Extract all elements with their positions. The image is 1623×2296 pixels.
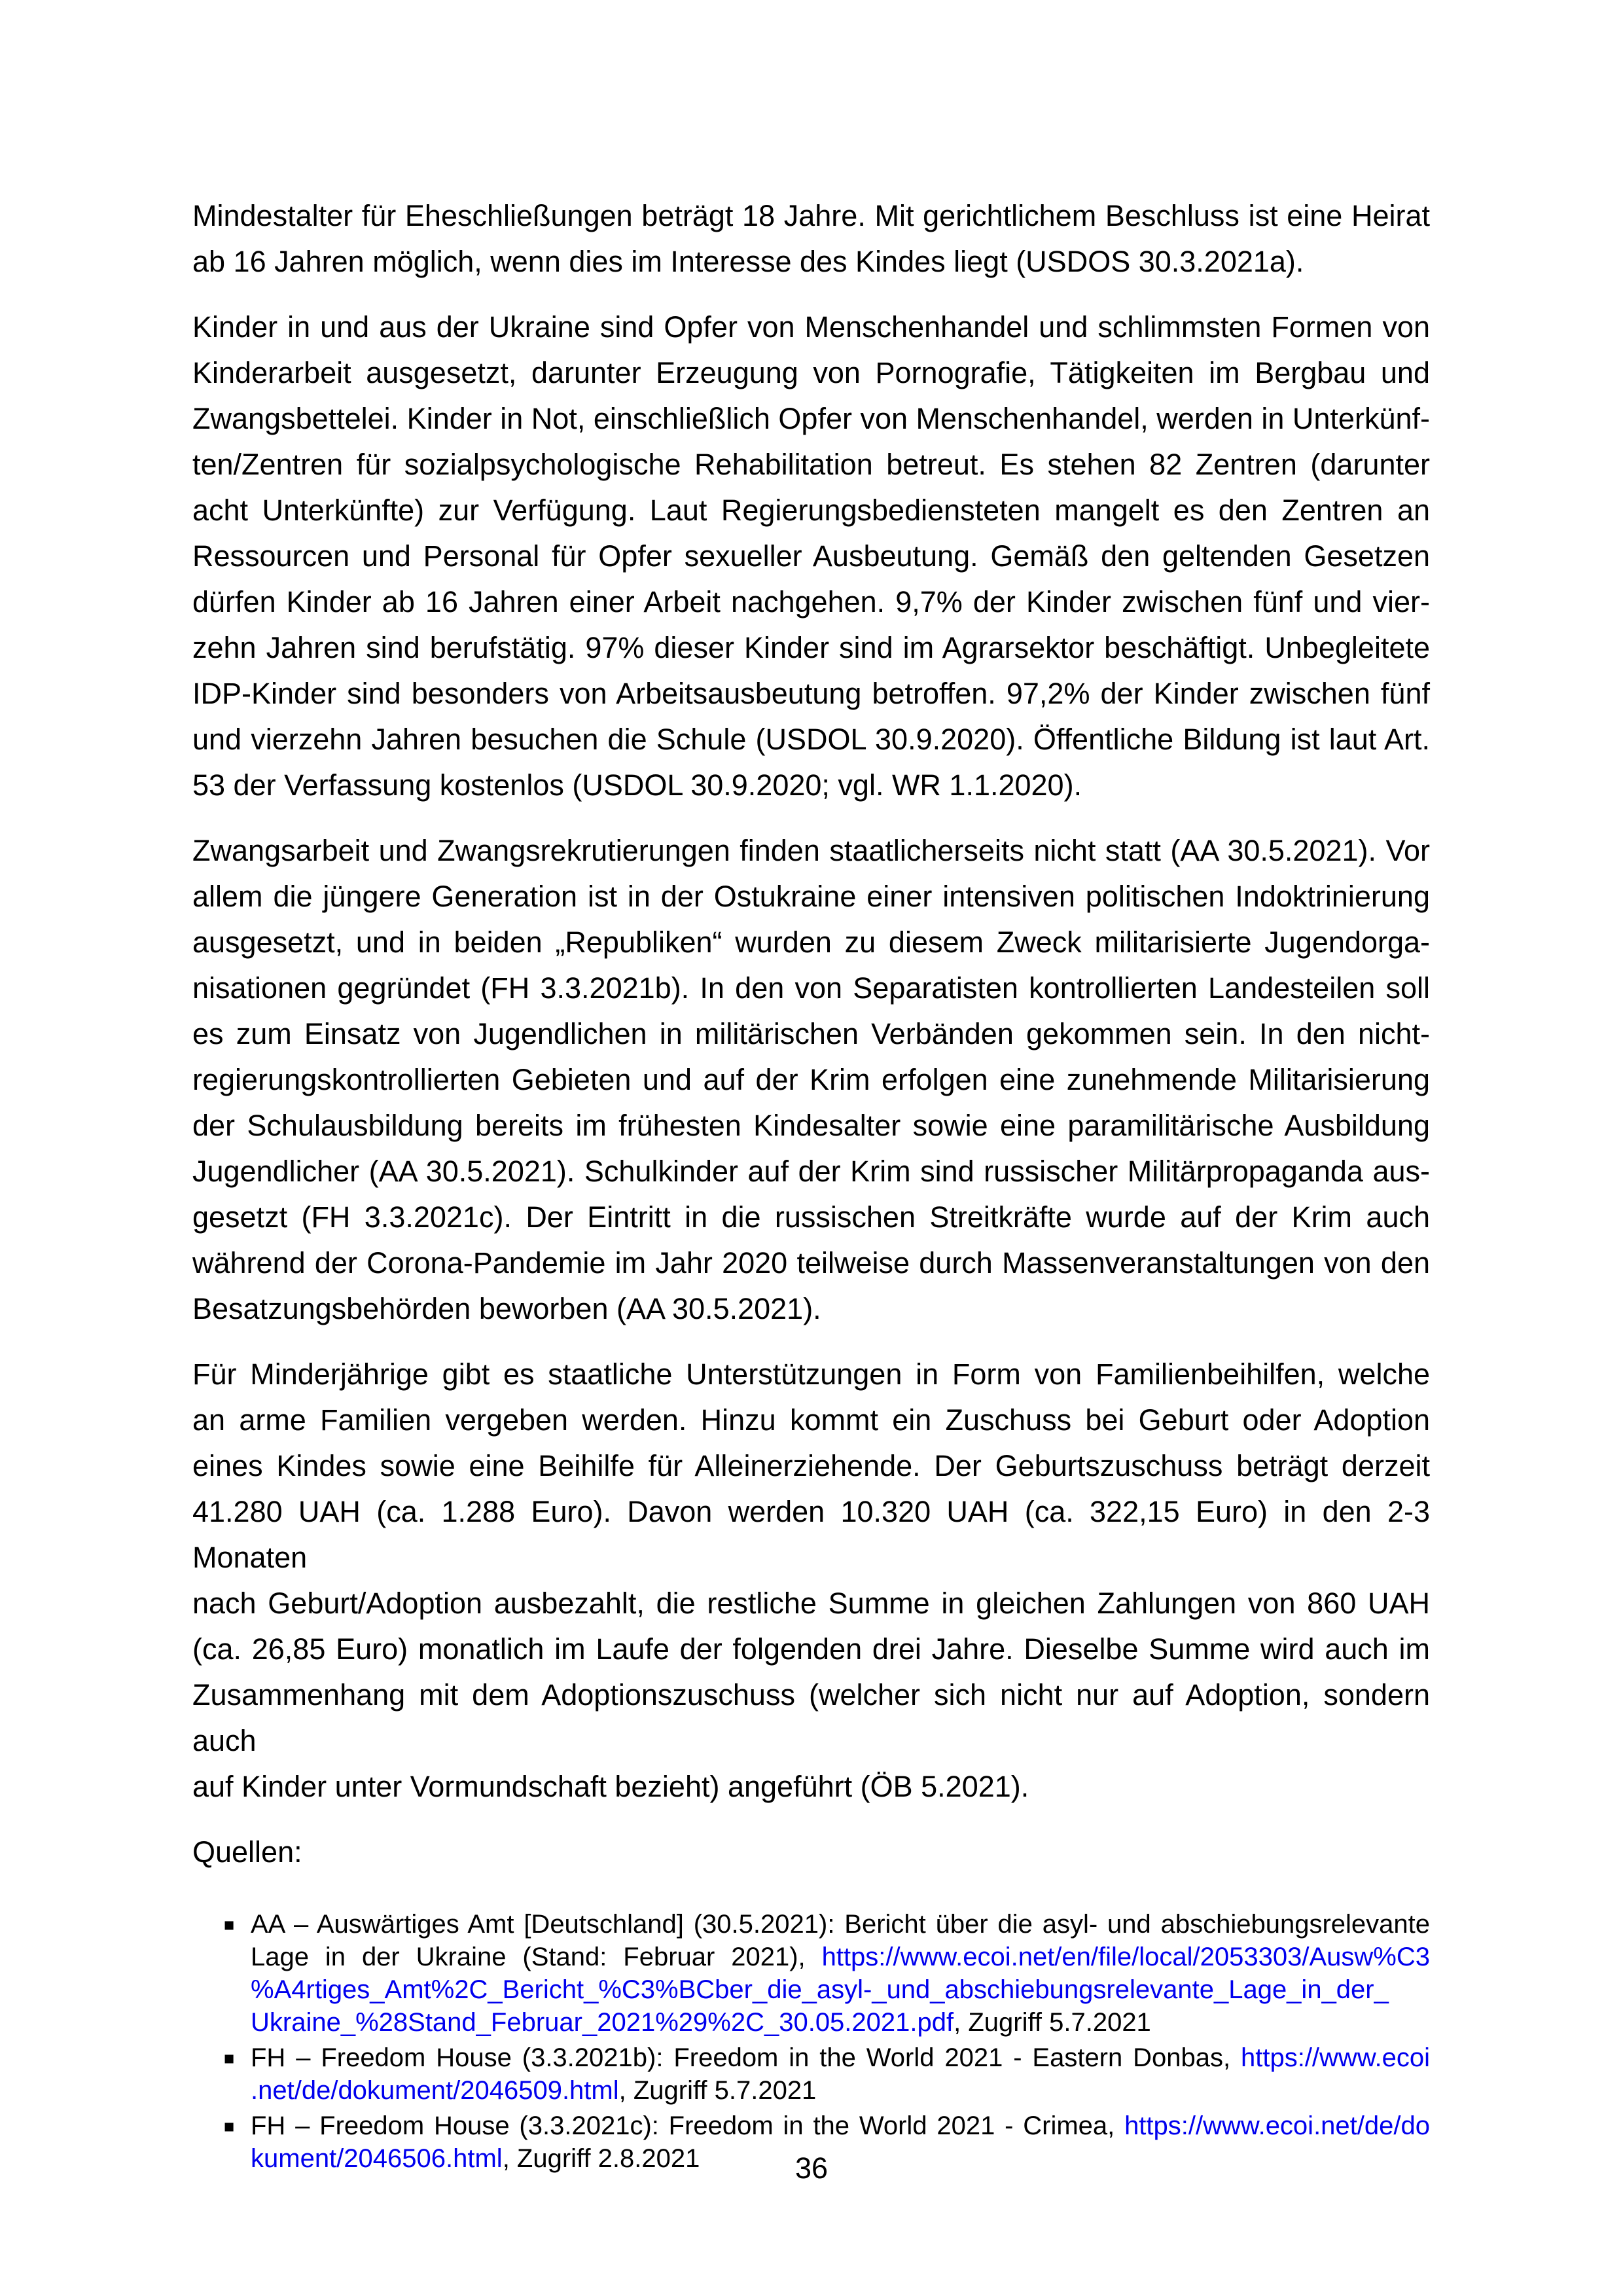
source-line: [251, 1941, 1430, 1973]
text-line: ab 16 Jahren möglich, wenn dies im Interesse des Kindes liegt (USDOS 30.3.2021a).: [192, 245, 1304, 278]
text-line: 41.280 UAH (ca. 1.288 Euro). Davon werden 10.320 UAH (ca. 322,15 Euro) in den 2-3 Monaten: [192, 1495, 1430, 1574]
text-line: während der Corona-Pandemie im Jahr 2020 teilweise durch Massenveranstaltungen von den: [192, 1246, 1430, 1280]
text-line: Kinder in und aus der Ukraine sind Opfer von Menschenhandel und schlimmsten Formen von: [192, 310, 1430, 344]
source-text-segment: , Zugriff 2.8.2021: [502, 2144, 700, 2173]
source-link[interactable]: kument/2046506.html: [251, 2144, 503, 2173]
source-text-segment: , Zugriff 5.7.2021: [954, 2008, 1151, 2037]
source-line: [251, 1908, 1430, 1941]
source-link[interactable]: %A4rtiges_Amt%2C_Bericht_%C3%BCber_die_asyl-_und_abschiebungsrelevante_Lage_in_der_: [251, 1975, 1389, 2004]
source-line: [251, 2109, 1430, 2142]
text-line: IDP-Kinder sind besonders von Arbeitsausbeutung betroffen. 97,2% der Kinder zwischen fünf: [192, 677, 1430, 710]
source-line: [251, 2006, 1430, 2039]
bullet-square-icon: ■: [224, 1915, 235, 1935]
text-line: nach Geburt/Adoption ausbezahlt, die restliche Summe in gleichen Zahlungen von 860 UAH: [192, 1587, 1430, 1620]
bullet-square-icon: ■: [224, 2049, 235, 2068]
text-line: dürfen Kinder ab 16 Jahren einer Arbeit nachgehen. 9,7% der Kinder zwischen fünf und vier-: [192, 585, 1430, 619]
text-line: zehn Jahren sind berufstätig. 97% dieser Kinder sind im Agrarsektor beschäftigt. Unbegleitete: [192, 631, 1430, 664]
source-text-segment: FH – Freedom House (3.3.2021b): Freedom in the World 2021 - Eastern Donbas,: [251, 2043, 1241, 2072]
source-link[interactable]: https://www.ecoi: [1240, 2043, 1430, 2072]
text-line: (ca. 26,85 Euro) monatlich im Laufe der folgenden drei Jahre. Dieselbe Summe wird auch im: [192, 1632, 1430, 1666]
text-line: gesetzt (FH 3.3.2021c). Der Eintritt in die russischen Streitkräfte wurde auf der Krim auch: [192, 1200, 1430, 1234]
text-line: regierungskontrollierten Gebieten und auf der Krim erfolgen eine zunehmende Militarisierung: [192, 1063, 1430, 1096]
source-text-segment: AA – Auswärtiges Amt [Deutschland] (30.5.2021): Bericht über die asyl- und abschiebungsrelevante: [251, 1910, 1430, 1939]
text-line: eines Kindes sowie eine Beihilfe für Alleinerziehende. Der Geburtszuschuss beträgt derzeit: [192, 1449, 1430, 1482]
text-line: acht Unterkünfte) zur Verfügung. Laut Regierungsbediensteten mangelt es den Zentren an: [192, 493, 1430, 527]
source-line: [251, 1973, 1430, 2006]
body-paragraph: [192, 1352, 1430, 1810]
text-line: Mindestalter für Eheschließungen beträgt 18 Jahre. Mit gerichtlichem Beschluss ist eine Heirat: [192, 199, 1430, 232]
text-line: Kinderarbeit ausgesetzt, darunter Erzeugung von Pornografie, Tätigkeiten im Bergbau und: [192, 356, 1430, 389]
text-line: ausgesetzt, und in beiden „Republiken“ wurden zu diesem Zweck militarisierte Jugendorga-: [192, 925, 1430, 959]
text-line: Besatzungsbehörden beworben (AA 30.5.2021).: [192, 1292, 821, 1325]
bullet-square-icon: ■: [224, 2117, 235, 2136]
page-content: [192, 193, 1430, 2178]
body-paragraph: [192, 304, 1430, 808]
source-link[interactable]: Ukraine_%28Stand_Februar_2021%29%2C_30.05.2021.pdf: [251, 2008, 954, 2037]
sources-heading: Quellen:: [192, 1835, 302, 1869]
sources-list: [192, 1908, 1430, 2175]
source-line: [251, 2041, 1430, 2074]
text-line: Jugendlicher (AA 30.5.2021). Schulkinder auf der Krim sind russischer Militärpropaganda aus-: [192, 1155, 1430, 1188]
source-text-segment: , Zugriff 5.7.2021: [618, 2076, 817, 2105]
source-text-segment: Lage in der Ukraine (Stand: Februar 2021),: [251, 1943, 822, 1971]
source-link[interactable]: https://www.ecoi.net/en/file/local/2053303/Ausw%C3: [821, 1943, 1430, 1971]
source-line: [251, 2074, 1430, 2107]
text-line: ten/Zentren für sozialpsychologische Rehabilitation betreut. Es stehen 82 Zentren (darunter: [192, 448, 1430, 481]
page-number: 36: [794, 2151, 829, 2185]
source-item: [192, 1908, 1430, 2039]
source-link[interactable]: https://www.ecoi.net/de/do: [1124, 2111, 1430, 2140]
source-citation: [251, 1908, 1430, 2039]
text-line: an arme Familien vergeben werden. Hinzu kommt ein Zuschuss bei Geburt oder Adoption: [192, 1403, 1430, 1437]
body-paragraphs: [192, 193, 1430, 1810]
source-item: [192, 2041, 1430, 2107]
text-line: Für Minderjährige gibt es staatliche Unterstützungen in Form von Familienbeihilfen, welche: [192, 1357, 1430, 1391]
text-line: 53 der Verfassung kostenlos (USDOL 30.9.2020; vgl. WR 1.1.2020).: [192, 768, 1082, 802]
source-citation: [251, 2041, 1430, 2107]
body-paragraph: [192, 828, 1430, 1332]
text-line: es zum Einsatz von Jugendlichen in militärischen Verbänden gekommen sein. In den nicht-: [192, 1017, 1430, 1050]
text-line: auf Kinder unter Vormundschaft bezieht) angeführt (ÖB 5.2021).: [192, 1770, 1029, 1803]
source-link[interactable]: .net/de/dokument/2046509.html: [251, 2076, 619, 2105]
text-line: und vierzehn Jahren besuchen die Schule (USDOL 30.9.2020). Öffentliche Bildung ist laut Art.: [192, 723, 1430, 756]
source-text-segment: FH – Freedom House (3.3.2021c): Freedom in the World 2021 - Crimea,: [251, 2111, 1125, 2140]
text-line: Zwangsbettelei. Kinder in Not, einschließlich Opfer von Menschenhandel, werden in Unterkünf-: [192, 402, 1430, 435]
body-paragraph: [192, 193, 1430, 285]
text-line: allem die jüngere Generation ist in der Ostukraine einer intensiven politischen Indoktrinierung: [192, 880, 1430, 913]
text-line: Zwangsarbeit und Zwangsrekrutierungen finden staatlicherseits nicht statt (AA 30.5.2021). Vor: [192, 834, 1430, 867]
text-line: nisationen gegründet (FH 3.3.2021b). In den von Separatisten kontrollierten Landesteilen soll: [192, 971, 1430, 1005]
text-line: Zusammenhang mit dem Adoptionszuschuss (welcher sich nicht nur auf Adoption, sondern auch: [192, 1678, 1430, 1757]
text-line: Ressourcen und Personal für Opfer sexueller Ausbeutung. Gemäß den geltenden Gesetzen: [192, 539, 1430, 573]
text-line: der Schulausbildung bereits im frühesten Kindesalter sowie eine paramilitärische Ausbildung: [192, 1109, 1430, 1142]
